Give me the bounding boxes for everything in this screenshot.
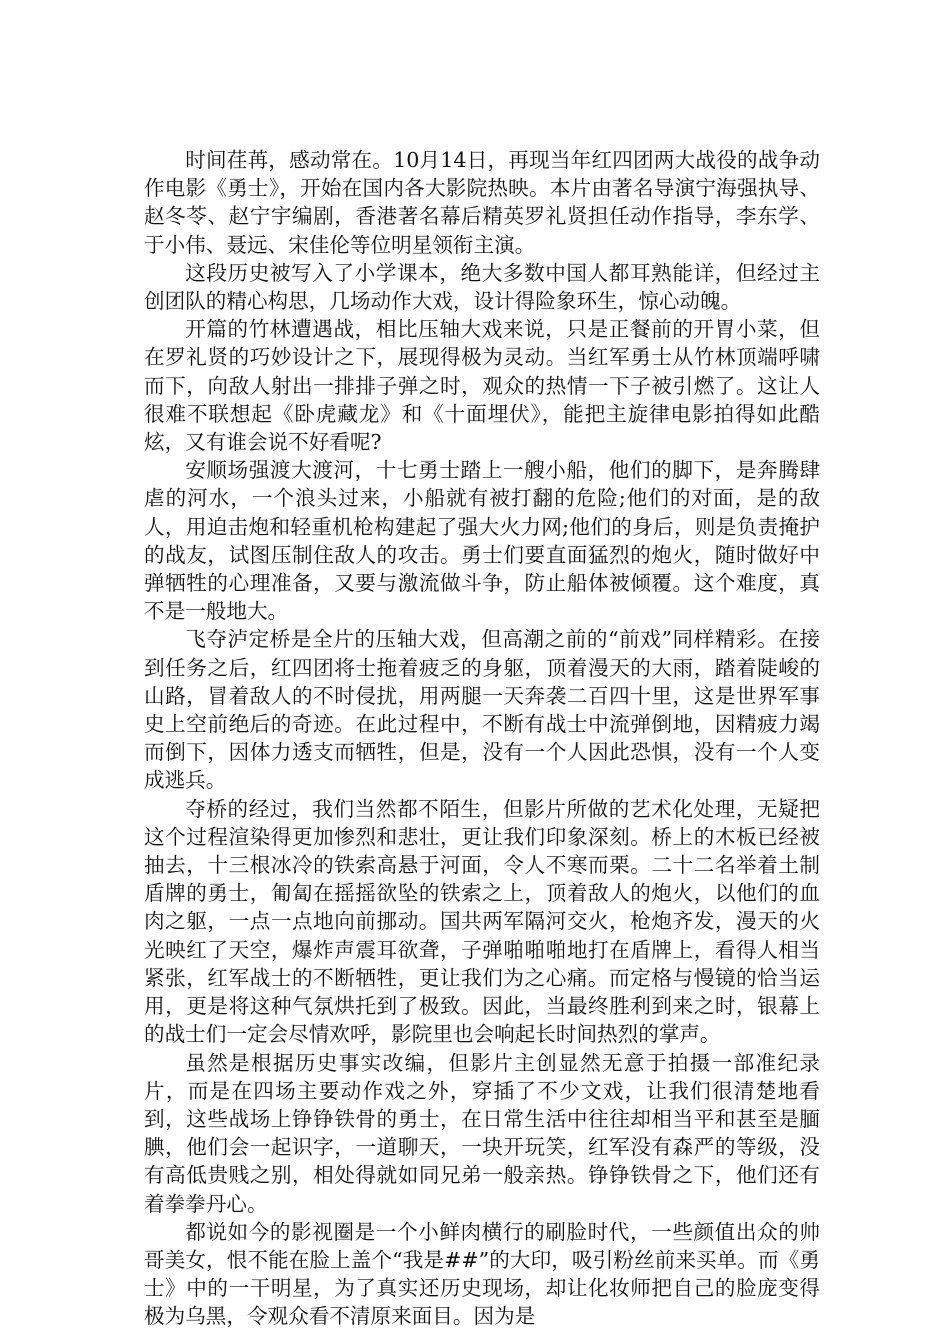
paragraph-river-crossing: 安顺场强渡大渡河，十七勇士踏上一艘小船，他们的脚下，是奔腾肆虐的河水，一个浪头过来，小船就有被打翻的危险;他们的对面，是的敌人，用迫击炮和轻重机枪构建起了强大火力网;他们的身后，则是负责掩护的战友，试图压制住敌人的攻击。勇士们要直面猛烈的炮火，随时做好中弹牺牲的心理准备，又要与激流做斗争，防止船体被倾覆。这个难度，真不是一般地大。 [144, 458, 820, 624]
paragraph-stars-makeup: 都说如今的影视圈是一个小鲜肉横行的刷脸时代，一些颜值出众的帅哥美女，恨不能在脸上盖个“我是##”的大印，吸引粉丝前来买单。而《勇士》中的一干明星，为了真实还历史现场，却让化妆师把自己的脸庞变得极为乌黑，令观众看不清原来面目。因为是 [144, 1219, 820, 1329]
paragraph-luding-bridge: 飞夺泸定桥是全片的压轴大戏，但高潮之前的“前戏”同样精彩。在接到任务之后，红四团将士拖着疲乏的身躯，顶着漫天的大雨，踏着陡峻的山路，冒着敌人的不时侵扰，用两腿一天奔袭二百四十里，这是世界军事史上空前绝后的奇迹。在此过程中，不断有战士中流弹倒地，因精疲力竭而倒下，因体力透支而牺牲，但是，没有一个人因此恐惧，没有一个人变成逃兵。 [144, 627, 820, 793]
paragraph-bamboo-battle: 开篇的竹林遭遇战，相比压轴大戏来说，只是正餐前的开胃小菜，但在罗礼贤的巧妙设计之下，展现得极为灵动。当红军勇士从竹林顶端呼啸而下，向敌人射出一排排子弹之时，观众的热情一下子被引燃了。这让人很难不联想起《卧虎藏龙》和《十面埋伏》，能把主旋律电影拍得如此酷炫，又有谁会说不好看呢? [144, 317, 820, 455]
article-body [144, 146, 820, 1331]
paragraph-civil-scenes: 虽然是根据历史事实改编，但影片主创显然无意于拍摄一部准纪录片，而是在四场主要动作戏之外，穿插了不少文戏，让我们很清楚地看到，这些战场上铮铮铁骨的勇士，在日常生活中往往却相当平和甚至是腼腆，他们会一起识字，一道聊天，一块开玩笑，红军没有森严的等级，没有高低贵贱之别，相处得就如同兄弟一般亲热。铮铮铁骨之下，他们还有着拳拳丹心。 [144, 1050, 820, 1216]
paragraph-bridge-capture: 夺桥的经过，我们当然都不陌生，但影片所做的艺术化处理，无疑把这个过程渲染得更加惨烈和悲壮，更让我们印象深刻。桥上的木板已经被抽去，十三根冰冷的铁索高悬于河面，令人不寒而栗。二十二名举着土制盾牌的勇士，匍匐在摇摇欲坠的铁索之上，顶着敌人的炮火，以他们的血肉之躯，一点一点地向前挪动。国共两军隔河交火，枪炮齐发，漫天的火光映红了天空，爆炸声震耳欲聋，子弹啪啪啪地打在盾牌上，看得人相当紧张，红军战士的不断牺牲，更让我们为之心痛。而定格与慢镜的恰当运用，更是将这种气氛烘托到了极致。因此，当最终胜利到来之时，银幕上的战士们一定会尽情欢呼，影院里也会响起长时间热烈的掌声。 [144, 796, 820, 1047]
paragraph-history: 这段历史被写入了小学课本，绝大多数中国人都耳熟能详，但经过主创团队的精心构思，几场动作大戏，设计得险象环生，惊心动魄。 [144, 260, 820, 314]
paragraph-intro: 时间荏苒，感动常在。10月14日，再现当年红四团两大战役的战争动作电影《勇士》，开始在国内各大影院热映。本片由著名导演宁海强执导、赵冬苓、赵宁宇编剧，香港著名幕后精英罗礼贤担任动作指导，李东学、于小伟、聂远、宋佳伦等位明星领衔主演。 [144, 148, 820, 257]
